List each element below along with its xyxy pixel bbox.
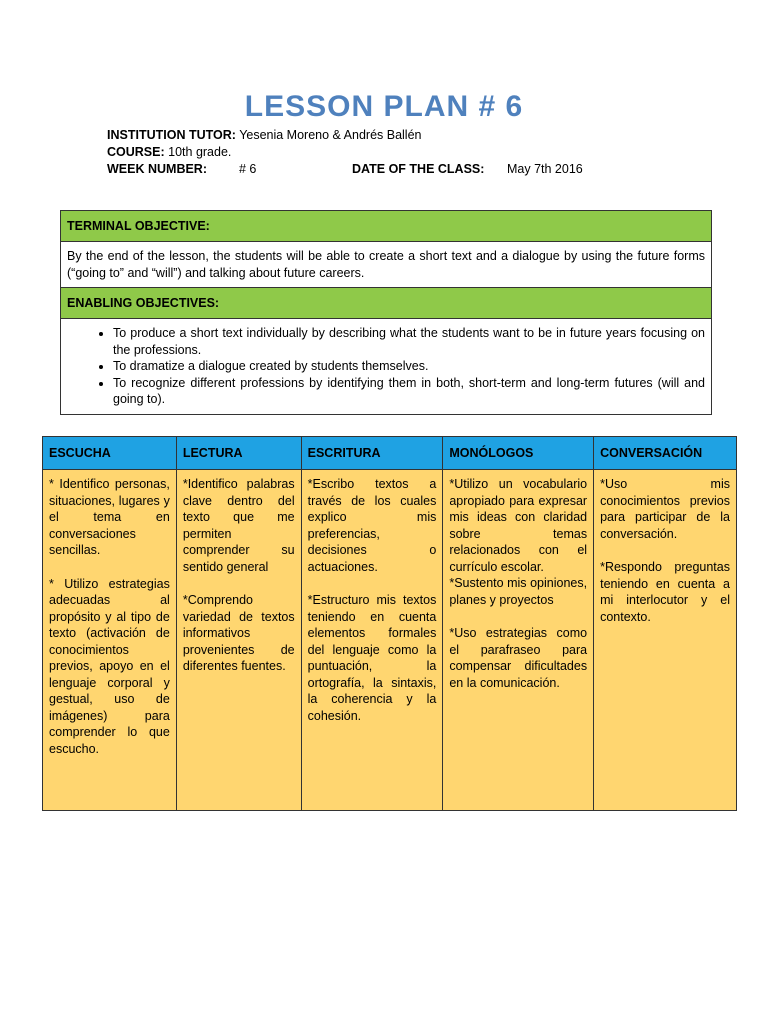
cell-paragraph: *Estructuro mis textos teniendo en cuenta elementos formales del lenguaje como la puntuación, la ortografía, la sintaxis, la coherencia y la cohesión. (307, 593, 437, 723)
page-title: LESSON PLAN # 6 (244, 90, 524, 123)
lesson-meta (107, 127, 583, 178)
cell-paragraph: *Comprendo variedad de textos informativos provenientes de diferentes fuentes. (182, 593, 295, 673)
skills-table (42, 436, 737, 811)
terminal-objective-heading: TERMINAL OBJECTIVE: (61, 211, 711, 242)
tutor-label: INSTITUTION TUTOR: (107, 128, 236, 142)
column-header-lectura: LECTURA (176, 437, 301, 470)
cell-conversacion (594, 470, 737, 811)
week-value: # 6 (239, 162, 257, 176)
tutor-value: Yesenia Moreno & Andrés Ballén (239, 128, 422, 142)
skills-table-row (43, 470, 737, 811)
cell-paragraph: *Uso estrategias como el parafraseo para compensar dificultades en la comunicación. (449, 626, 588, 690)
objectives-box (60, 210, 712, 415)
cell-escritura (301, 470, 443, 811)
course-value: 10th grade. (168, 145, 232, 159)
column-header-escucha: ESCUCHA (43, 437, 177, 470)
cell-paragraph: *Uso mis conocimientos previos para participar de la conversación. (600, 477, 730, 541)
course-row (107, 144, 422, 161)
enabling-objective-item: • To dramatize a dialogue created by students themselves. (113, 358, 705, 375)
date-label: DATE OF THE CLASS: (352, 162, 485, 176)
cell-paragraph: * Identifico personas, situaciones, lugares y el tema en conversaciones sencillas. (49, 477, 170, 557)
week-label: WEEK NUMBER: (107, 162, 207, 176)
cell-paragraph: *Utilizo un vocabulario apropiado para expresar mis ideas con claridad sobre temas relacionados con el currículo escolar. *Sustento mis opiniones, planes y proyectos (449, 477, 588, 607)
enabling-objective-item: • To recognize different professions by identifying them in both, short-term and long-term futures (will and going to). (113, 375, 705, 408)
terminal-objective-text: By the end of the lesson, the students will be able to create a short text and a dialogue by using the future forms (“going to” and “will”) and talking about future careers. (61, 242, 711, 288)
cell-paragraph: *Respondo preguntas teniendo en cuenta a mi interlocutor y el contexto. (600, 560, 730, 624)
cell-lectura (176, 470, 301, 811)
cell-paragraph: * Utilizo estrategias adecuadas al propósito y al tipo de texto (activación de conocimientos previos, apoyo en el lenguaje corporal y gestual, uso de imágenes) para comprender lo que escucho. (49, 576, 170, 756)
cell-monologos (443, 470, 594, 811)
course-label: COURSE: (107, 145, 165, 159)
enabling-objectives-list (61, 319, 711, 414)
week-row (107, 161, 583, 178)
column-header-escritura: ESCRITURA (301, 437, 443, 470)
enabling-objective-item: • To produce a short text individually by describing what the students want to be in future years focusing on the professions. (113, 325, 705, 358)
cell-escucha (43, 470, 177, 811)
skills-table-header-row (43, 437, 737, 470)
date-value: May 7th 2016 (507, 162, 583, 176)
column-header-conversacion: CONVERSACIÓN (594, 437, 737, 470)
cell-paragraph: *Identifico palabras clave dentro del texto que me permiten comprender su sentido general (182, 477, 295, 574)
cell-paragraph: *Escribo textos a través de los cuales explico mis preferencias, decisiones o actuaciones. (307, 477, 437, 574)
tutor-row (107, 127, 422, 144)
column-header-monologos: MONÓLOGOS (443, 437, 594, 470)
enabling-objectives-heading: ENABLING OBJECTIVES: (61, 288, 711, 319)
